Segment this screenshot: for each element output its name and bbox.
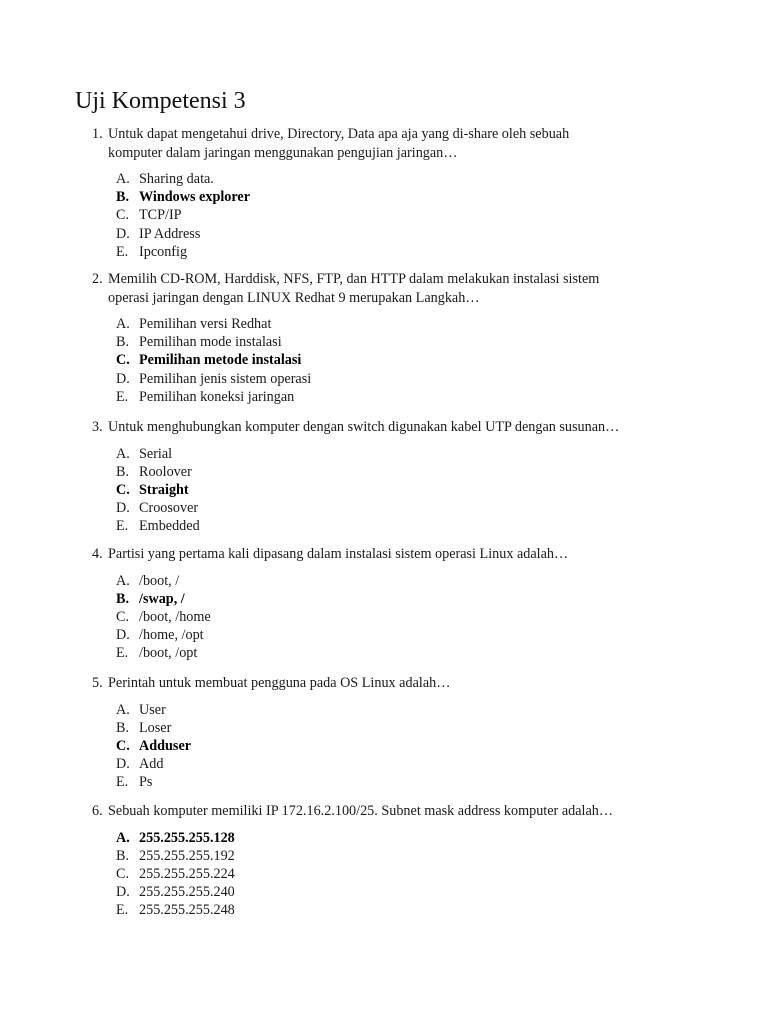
option-text: /boot, /	[139, 572, 180, 589]
option-text: Windows explorer	[139, 189, 251, 206]
option-text: /boot, /opt	[139, 645, 198, 662]
option-text: Pemilihan koneksi jaringan	[139, 388, 295, 405]
question-text-line: Memilih CD-ROM, Harddisk, NFS, FTP, dan HTTP dalam melakukan instalasi sistem	[108, 271, 600, 287]
option-letter: B.	[116, 463, 130, 480]
option-letter: E.	[116, 902, 129, 919]
option-text: Pemilihan jenis sistem operasi	[139, 370, 312, 387]
question-number: 4.	[92, 546, 103, 562]
answer-option	[92, 170, 692, 188]
question-stem	[92, 545, 692, 564]
answer-option	[92, 206, 692, 224]
question-stem	[92, 125, 692, 162]
answer-option	[92, 315, 692, 333]
answer-option	[92, 701, 692, 719]
answer-option	[92, 370, 692, 388]
option-letter: B.	[116, 847, 130, 864]
option-text: Pemilihan versi Redhat	[139, 316, 272, 332]
option-letter: E.	[116, 243, 129, 260]
answer-option	[92, 572, 692, 590]
option-letter: E.	[116, 518, 129, 535]
option-text: Croosover	[139, 500, 199, 517]
option-text: 255.255.255.248	[139, 902, 235, 919]
option-text: /swap, /	[139, 590, 185, 607]
answer-option	[92, 333, 692, 351]
question-number: 3.	[92, 419, 103, 435]
option-letter: D.	[116, 884, 130, 901]
option-text: Add	[139, 756, 164, 773]
option-letter: C.	[116, 737, 130, 754]
answer-option	[92, 755, 692, 773]
question-stem	[92, 802, 692, 821]
question-text-line: Perintah untuk membuat pengguna pada OS Linux adalah…	[108, 675, 451, 691]
option-text: Ipconfig	[139, 243, 188, 260]
answer-option-correct	[92, 829, 692, 847]
answer-options	[92, 315, 692, 406]
question-number: 1.	[92, 126, 103, 142]
option-text: 255.255.255.128	[139, 829, 235, 846]
option-letter: A.	[116, 316, 130, 332]
option-letter: A.	[116, 171, 130, 187]
option-text: Adduser	[139, 737, 192, 754]
option-letter: E.	[116, 388, 129, 405]
option-letter: D.	[116, 627, 130, 644]
answer-option	[92, 865, 692, 883]
question-text-line: Partisi yang pertama kali dipasang dalam instalasi sistem operasi Linux adalah…	[108, 546, 569, 562]
answer-options	[92, 572, 692, 663]
answer-option-correct	[92, 351, 692, 369]
question-text-line: Untuk dapat mengetahui drive, Directory, Data apa aja yang di-share oleh sebuah	[108, 126, 570, 142]
answer-option	[92, 517, 692, 535]
option-letter: E.	[116, 774, 129, 791]
question-item	[92, 674, 692, 791]
option-text: Sharing data.	[139, 171, 214, 187]
option-letter: E.	[116, 645, 129, 662]
question-stem	[92, 270, 692, 307]
answer-option-correct	[92, 188, 692, 206]
option-text: 255.255.255.240	[139, 884, 235, 901]
option-text: 255.255.255.224	[139, 865, 235, 882]
option-text: Serial	[139, 445, 173, 462]
question-item	[92, 270, 692, 406]
question-item	[92, 802, 692, 919]
option-letter: D.	[116, 225, 130, 242]
answer-option	[92, 225, 692, 243]
answer-option	[92, 243, 692, 261]
answer-option	[92, 499, 692, 517]
answer-option	[92, 644, 692, 662]
option-letter: B.	[116, 189, 130, 206]
option-text: Straight	[139, 481, 189, 498]
answer-option	[92, 883, 692, 901]
answer-option-correct	[92, 737, 692, 755]
answer-option	[92, 626, 692, 644]
question-number: 5.	[92, 675, 103, 691]
option-letter: A.	[116, 572, 130, 589]
option-letter: C.	[116, 481, 130, 498]
option-text: User	[139, 701, 166, 718]
option-letter: C.	[116, 352, 130, 369]
answer-options	[92, 829, 692, 920]
option-text: /home, /opt	[139, 627, 204, 644]
question-text-line: operasi jaringan dengan LINUX Redhat 9 merupakan Langkah…	[108, 289, 480, 306]
answer-option	[92, 901, 692, 919]
option-text: Loser	[139, 719, 172, 736]
page-title: Uji Kompetensi 3	[75, 88, 246, 114]
question-text-line: Sebuah komputer memiliki IP 172.16.2.100/25. Subnet mask address komputer adalah…	[108, 803, 614, 819]
option-letter: D.	[116, 500, 130, 517]
question-stem	[92, 418, 692, 437]
option-letter: C.	[116, 207, 130, 224]
option-letter: C.	[116, 608, 130, 625]
option-letter: D.	[116, 370, 130, 387]
answer-options	[92, 445, 692, 536]
option-text: Embedded	[139, 518, 200, 535]
answer-option	[92, 463, 692, 481]
question-item	[92, 418, 692, 535]
question-stem	[92, 674, 692, 693]
option-text: Pemilihan metode instalasi	[139, 352, 302, 369]
option-letter: A.	[116, 701, 130, 718]
option-letter: B.	[116, 590, 130, 607]
answer-option	[92, 773, 692, 791]
option-letter: A.	[116, 829, 130, 846]
answer-option	[92, 847, 692, 865]
option-letter: A.	[116, 445, 130, 462]
option-letter: C.	[116, 865, 130, 882]
answer-option-correct	[92, 590, 692, 608]
option-text: 255.255.255.192	[139, 847, 235, 864]
question-text-line: Untuk menghubungkan komputer dengan switch digunakan kabel UTP dengan susunan…	[108, 419, 620, 435]
question-text-line: komputer dalam jaringan menggunakan pengujian jaringan…	[108, 144, 458, 161]
answer-option	[92, 445, 692, 463]
answer-option	[92, 388, 692, 406]
option-letter: D.	[116, 756, 130, 773]
option-text: TCP/IP	[139, 207, 182, 224]
option-text: Pemilihan mode instalasi	[139, 334, 282, 351]
option-text: Ps	[139, 774, 153, 791]
answer-options	[92, 170, 692, 261]
option-text: /boot, /home	[139, 608, 211, 625]
option-text: Roolover	[139, 463, 192, 480]
question-number: 6.	[92, 803, 103, 819]
answer-options	[92, 701, 692, 792]
question-item	[92, 545, 692, 662]
option-letter: B.	[116, 719, 130, 736]
answer-option	[92, 719, 692, 737]
option-letter: B.	[116, 334, 130, 351]
option-text: IP Address	[139, 225, 201, 242]
answer-option-correct	[92, 481, 692, 499]
question-item	[92, 125, 692, 261]
answer-option	[92, 608, 692, 626]
question-number: 2.	[92, 271, 103, 287]
